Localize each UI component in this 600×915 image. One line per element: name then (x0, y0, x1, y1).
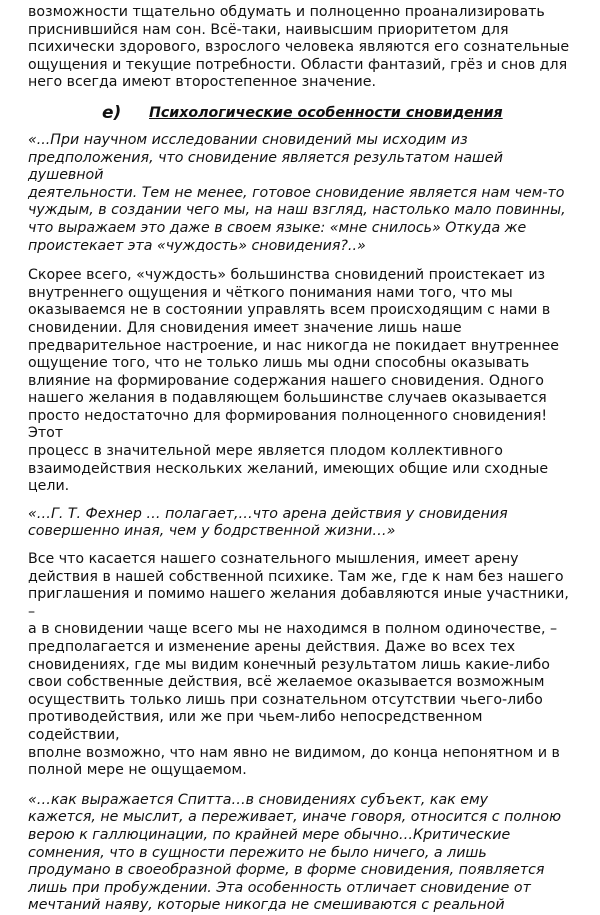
section-title: Психологические особенности сновидения (149, 105, 503, 122)
section-letter: е) (102, 103, 122, 124)
section-heading (28, 104, 574, 124)
quote-paragraph: «…Г. Т. Фехнер … полагает,…что арена действия у сновидения совершенно иная, чем у бодрственной жизни…» (28, 505, 508, 540)
quote-paragraph: «...При научном исследовании сновидений мы исходим из предположения, что сновидение является результатом нашей душевной деятельности. Тем не менее, готовое сновидение является нам чем-то чуждым, в создании чего мы, на наш взгляд, настолько мало повинны, что выражаем это даже в своем языке: «мне снилось» Откуда же проистекает эта «чуждость» сновидения?..» (28, 131, 566, 254)
body-paragraph: Все что касается нашего сознательного мышления, имеет арену действия в нашей собственной психике. Там же, где к нам без нашего приглашения и помимо нашего желания добавляются иные участники, – а в сновидении чаще всего мы не находимся в полном одиночестве, – предполагается и изменение арены действия. Даже во всех тех сновидениях, где мы видим конечный результатом лишь какие-либо свои собственные действия, всё желаемое оказывается возможным осуществить только лишь при сознательном отсутствии чьего-либо противодействия, или же при чьем-либо непосредственном содействии, вполне возможно, что нам явно не видимом, до конца непонятном и в полной мере не ощущаемом. (28, 551, 569, 779)
quote-paragraph: «…как выражается Спитта…в сновидениях субъект, как ему кажется, не мыслит, а переживает, иначе говоря, относится с полною верою к галлюцинации, по крайней мере обычно…Критические сомнения, что в сущности пережито не было ничего, а лишь продумано в своеобразной форме, в форме сновидения, появляется лишь при пробуждении. Эта особенность отличает сновидение от мечтаний наяву, которые никогда не смешиваются с реальной (28, 791, 562, 914)
intro-paragraph: возможности тщательно обдумать и полноценно проанализировать приснившийся нам сон. Всё-таки, наивысшим приоритетом для психически здорового, взрослого человека являются его сознательные ощущения и текущие потребности. Области фантазий, грёз и снов для него всегда имеют второстепенное значение. (28, 4, 570, 91)
document-page (28, 4, 574, 915)
body-paragraph: Скорее всего, «чуждость» большинства сновидений проистекает из внутреннего ощущения и чёткого понимания нами того, что мы оказываемся не в состоянии управлять всем происходящим с нами в сновидении. Для сновидения имеет значение лишь наше предварительное настроение, и нас никогда не покидает внутреннее ощущение того, что не только лишь мы одни способны оказывать влияние на формирование содержания нашего сновидения. Одного нашего желания в подавляющем большинстве случаев оказывается просто недостаточно для формирования полноценного сновидения! Этот процесс в значительной мере является плодом коллективного взаимодействия нескольких желаний, имеющих общие или сходные цели. (28, 267, 559, 495)
